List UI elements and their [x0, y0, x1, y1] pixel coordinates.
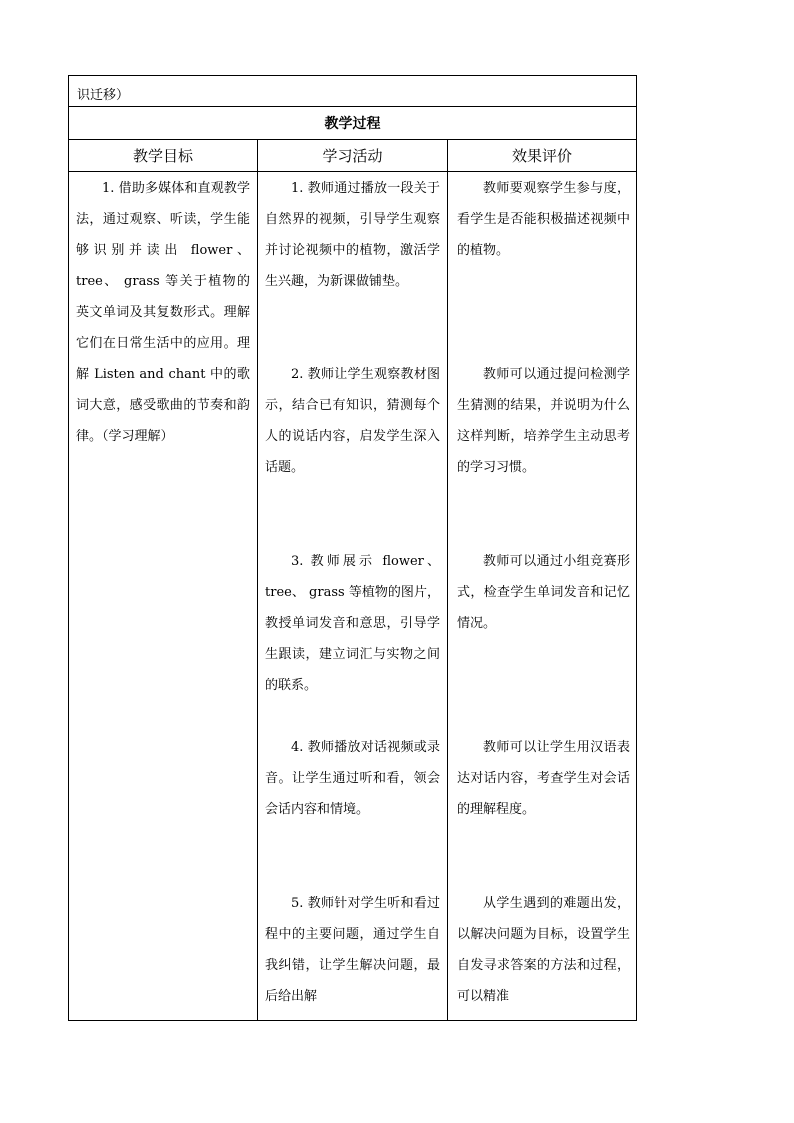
- evaluation-paragraph-1: 教师要观察学生参与度，看学生是否能积极描述视频中的植物。: [457, 181, 631, 258]
- content-row: [69, 172, 637, 1021]
- activity-paragraph-3: 3. 教师展示 flower、 tree、 grass 等植物的图片，教授单词发音和意思，引导学生跟读，建立词汇与实物之间的联系。: [265, 554, 440, 693]
- section-title: 教学过程: [69, 107, 637, 140]
- evaluation-paragraph-4: 教师可以让学生用汉语表达对话内容，考查学生对会话的理解程度。: [457, 740, 631, 817]
- section-title-row: [69, 107, 637, 140]
- goal-paragraph: 1. 借助多媒体和直观教学法，通过观察、听读，学生能够识别并读出 flower、 tree、 grass 等关于植物的英文单词及其复数形式。理解它们在日常生活中的应用。理解 Listen and chant 中的歌词大意，感受歌曲的节奏和韵律。（学习理解）: [76, 181, 250, 444]
- previous-row-text: 识迁移）: [69, 76, 637, 107]
- evaluation-paragraph-3: 教师可以通过小组竞赛形式，检查学生单词发音和记忆情况。: [457, 554, 631, 631]
- lesson-plan-table: [68, 75, 637, 1021]
- activity-paragraph-2: 2. 教师让学生观察教材图示，结合已有知识，猜测每个人的说话内容，启发学生深入话题。: [265, 367, 440, 475]
- previous-row: [69, 76, 637, 107]
- activity-paragraph-5: 5. 教师针对学生听和看过程中的主要问题，通过学生自我纠错，让学生解决问题，最后给出解: [265, 896, 440, 1004]
- activity-paragraph-4: 4. 教师播放对话视频或录音。让学生通过听和看，领会会话内容和情境。: [265, 740, 440, 817]
- header-teaching-goals: 教学目标: [69, 140, 258, 172]
- activities-cell: [258, 172, 448, 1021]
- header-learning-activities: 学习活动: [258, 140, 448, 172]
- header-row: [69, 140, 637, 172]
- header-effect-evaluation: 效果评价: [448, 140, 637, 172]
- evaluations-cell: [448, 172, 637, 1021]
- activity-paragraph-1: 1. 教师通过播放一段关于自然界的视频，引导学生观察并讨论视频中的植物，激活学生兴趣，为新课做铺垫。: [265, 181, 440, 289]
- evaluation-paragraph-2: 教师可以通过提问检测学生猜测的结果，并说明为什么这样判断，培养学生主动思考的学习习惯。: [457, 367, 631, 475]
- evaluation-paragraph-5: 从学生遇到的难题出发，以解决问题为目标，设置学生自发寻求答案的方法和过程，可以精准: [457, 896, 631, 1004]
- goals-cell: [69, 172, 258, 1021]
